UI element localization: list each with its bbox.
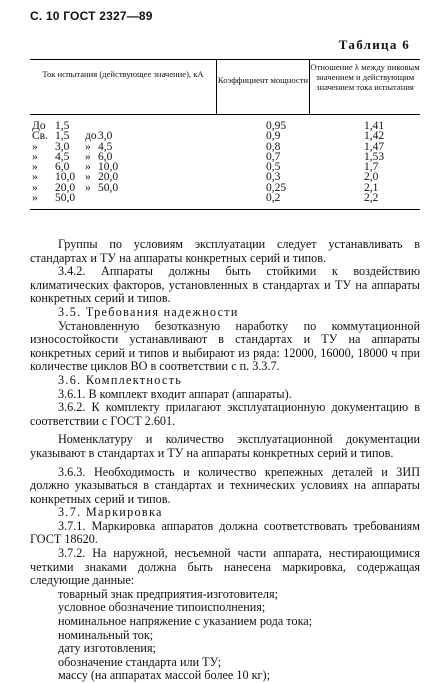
cell-power-factor — [216, 162, 308, 172]
power-factor-value: 0,2 — [266, 192, 281, 205]
ratio-value: 1,53 — [364, 150, 385, 163]
col-header-ratio: Отношение λ между пиковым значением и действующим значением тока испытания — [310, 62, 420, 92]
list-item: дату изготовления; — [58, 641, 156, 656]
list-item: массу (на аппаратах массой более 10 кг); — [58, 668, 270, 683]
range-part: » — [32, 161, 38, 174]
list-item: товарный знак предприятия-изготовителя; — [58, 586, 278, 601]
range-part: До — [32, 120, 46, 132]
cell-power-factor — [216, 152, 308, 162]
paragraph: Группы по условиям эксплуатации следует устанавливать в стандартах и ТУ на аппараты конкретных серий и типов. — [30, 237, 420, 265]
range-part: Св. — [32, 130, 48, 143]
cell-power-factor — [216, 121, 308, 131]
power-factor-value: 0,7 — [266, 150, 281, 163]
range-part: 1,5 — [55, 120, 70, 132]
cell-power-factor — [216, 193, 308, 203]
range-part: » — [32, 150, 38, 163]
range-part: » — [32, 181, 38, 194]
section-heading: 3.6. Комплектность — [58, 372, 183, 387]
paragraph: 3.6.1. В комплект входит аппарат (аппараты). — [58, 386, 292, 401]
table-body — [30, 121, 420, 203]
cell-power-factor — [216, 131, 308, 141]
ratio-value: 2,2 — [364, 192, 379, 205]
range-part: » — [85, 161, 91, 174]
range-part: 1,5 — [55, 130, 70, 143]
range-part: до — [85, 130, 97, 143]
col-header-power-factor: Коэффициент мощности — [217, 60, 310, 114]
paragraph: 3.6.2. К комплекту прилагают эксплуатационную документацию в соответствии с ГОСТ 2.601. — [30, 400, 420, 428]
list-item: обозначение стандарта или ТУ; — [58, 654, 222, 669]
range-part: 10,0 — [98, 161, 119, 174]
table-row — [30, 193, 420, 203]
power-factor-value: 0,9 — [266, 130, 281, 143]
power-factor-value: 0,3 — [266, 171, 281, 184]
paragraph: 3.4.2. Аппараты должны быть стойкими к воздействию климатических факторов, установленных в стандартах и ТУ на аппараты конкретных серий и типов. — [30, 264, 420, 306]
ratio-value: 2,1 — [364, 181, 379, 194]
ratio-value: 1,41 — [364, 120, 385, 132]
power-factor-value: 0,5 — [266, 161, 281, 174]
list-item: номинальное напряжение с указанием рода тока; — [58, 614, 313, 629]
list-item: номинальный ток; — [58, 627, 154, 642]
paragraph: Установленную безотказную наработку по коммутационной износостойкости устанавливают в стандартах и ТУ на аппараты конкретных серий и типов и выбирают из ряда: 12000, 16000, 18000 ч при количестве циклов ВО в соответствии с п. 3.3.7. — [30, 318, 420, 374]
range-part: » — [32, 140, 38, 153]
document-body — [30, 238, 420, 683]
range-part: 3,0 — [55, 140, 70, 153]
power-factor-value: 0,8 — [266, 140, 281, 153]
paragraph: 3.7.2. На наружной, несъемной части аппарата, нестирающимися четкими знаками должна быть нанесена маркировка, содержащая следующие данные: — [30, 546, 420, 588]
list-item: условное обозначение типоисполнения; — [58, 600, 266, 615]
power-factor-value: 0,25 — [266, 181, 287, 194]
ratio-value: 1,47 — [364, 140, 385, 153]
cell-power-factor — [216, 172, 308, 182]
range-part: 4,5 — [55, 150, 70, 163]
range-part: 3,0 — [98, 130, 113, 143]
cell-power-factor — [216, 142, 308, 152]
section-heading: 3.5. Требования надежности — [58, 304, 239, 319]
range-part: » — [85, 181, 91, 194]
range-part: 4,5 — [98, 140, 113, 153]
range-part: » — [85, 171, 91, 184]
range-part: 50,0 — [98, 181, 119, 194]
range-part: 20,0 — [55, 181, 76, 194]
table-row — [30, 183, 420, 193]
table — [30, 59, 420, 210]
range-part: 20,0 — [98, 171, 119, 184]
range-part: 6,0 — [55, 161, 70, 174]
paragraph: 3.6.3. Необходимость и количество крепежных деталей и ЗИП должно указываться в стандартах и технических условиях на аппараты конкретных серий и типов. — [30, 464, 420, 506]
range-part: 6,0 — [98, 150, 113, 163]
cell-ratio — [308, 193, 420, 203]
power-factor-value: 0,95 — [266, 120, 287, 132]
cell-current-range — [30, 193, 216, 203]
section-heading: 3.7. Маркировка — [58, 505, 163, 520]
page-header: С. 10 ГОСТ 2327—89 — [30, 9, 153, 23]
col-header-current: Ток испытания (действующее значение), кА — [30, 60, 217, 114]
table-header — [30, 60, 420, 115]
range-part: » — [85, 150, 91, 163]
range-part: » — [85, 140, 91, 153]
cell-power-factor — [216, 183, 308, 193]
paragraph: 3.7.1. Маркировка аппаратов должна соответствовать требованиям ГОСТ 18620. — [30, 518, 420, 547]
range-part: 50,0 — [55, 192, 76, 205]
range-part: » — [32, 192, 38, 205]
range-part: » — [32, 171, 38, 184]
table-caption: Таблица 6 — [338, 37, 410, 52]
paragraph: Номенклатуру и количество эксплуатационной документации указывают в стандартах и ТУ на аппараты конкретных серий и типов. — [30, 432, 420, 460]
ratio-value: 2,0 — [364, 171, 379, 184]
range-part: 10,0 — [55, 171, 76, 184]
ratio-value: 1,7 — [364, 161, 379, 174]
ratio-value: 1,42 — [364, 130, 385, 143]
